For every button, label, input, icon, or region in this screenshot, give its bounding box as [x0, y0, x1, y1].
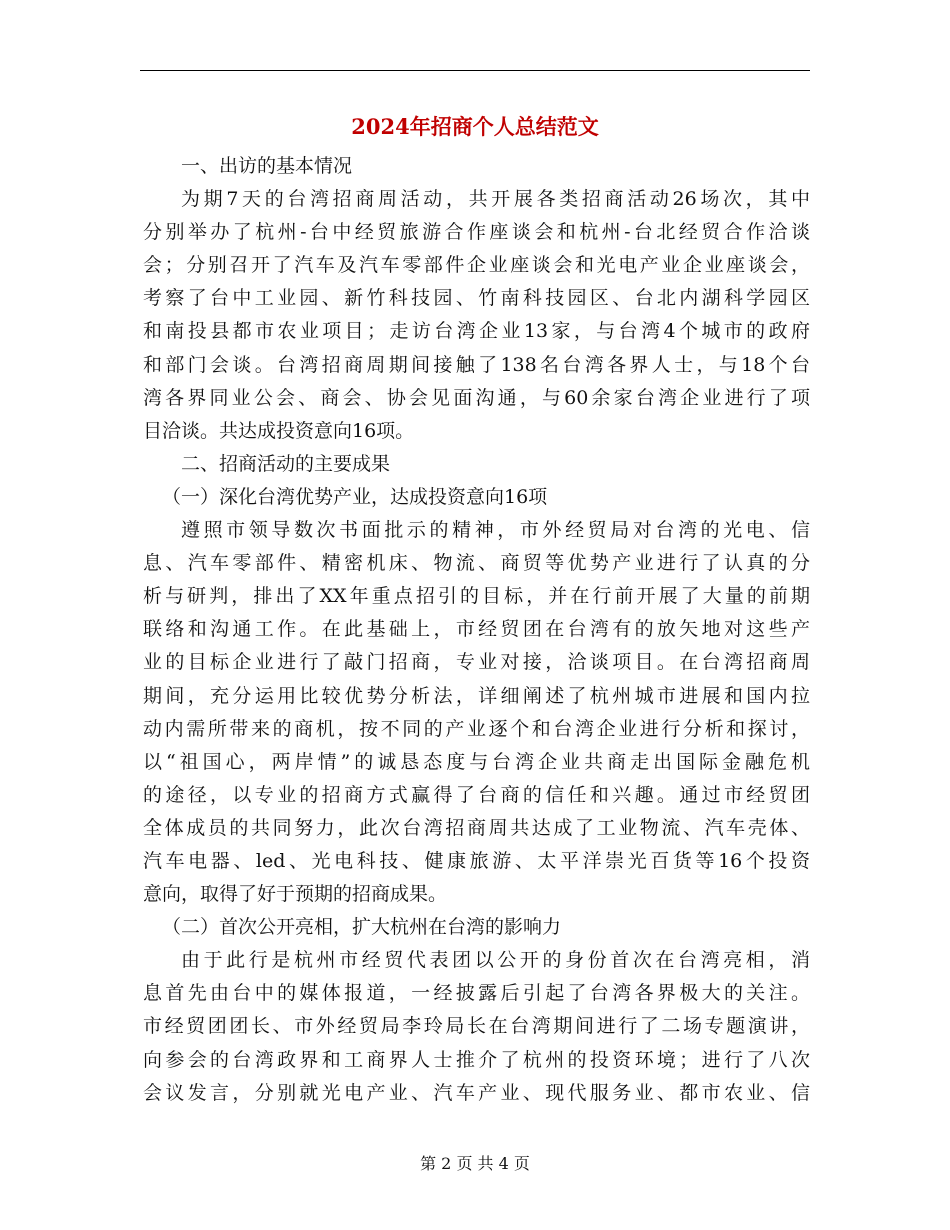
- document-title: 2024年招商个人总结范文: [351, 114, 599, 139]
- body-line: 湾各界同业公会、商会、协会见面沟通，与60余家台湾企业进行了项: [143, 386, 810, 409]
- header-rule: [140, 70, 810, 71]
- body-line: 遵照市领导数次书面批示的精神，市外经贸局对台湾的光电、信: [181, 519, 810, 542]
- body-line: 向参会的台湾政界和工商界人士推介了杭州的投资环境；进行了八次: [143, 1048, 810, 1071]
- section-heading: 二、招商活动的主要成果: [181, 452, 391, 475]
- section-heading: 一、出访的基本情况: [181, 155, 353, 177]
- body-line: 析与研判，排出了XX年重点招引的目标，并在行前开展了大量的前期: [143, 585, 810, 608]
- body-line: 分别举办了杭州-台中经贸旅游合作座谈会和杭州-台北经贸合作洽谈: [143, 221, 810, 244]
- body-line: 期间，充分运用比较优势分析法，详细阐述了杭州城市进展和国内拉: [143, 684, 810, 707]
- body-line: 市经贸团团长、市外经贸局李玲局长在台湾期间进行了二场专题演讲，: [143, 1015, 810, 1038]
- body-line: 意向，取得了好于预期的招商成果。: [143, 883, 448, 906]
- body-line: 的途径，以专业的招商方式赢得了台商的信任和兴趣。通过市经贸团: [143, 783, 810, 806]
- body-line: 目洽谈。共达成投资意向16项。: [143, 419, 415, 442]
- body-line: 联络和沟通工作。在此基础上，市经贸团在台湾有的放矢地对这些产: [143, 618, 810, 641]
- body-line: 为期7天的台湾招商周活动，共开展各类招商活动26场次，其中: [181, 188, 810, 211]
- body-line: 和部门会谈。台湾招商周期间接触了138名台湾各界人士，与18个台: [143, 353, 810, 376]
- body-line: 息、汽车零部件、精密机床、物流、商贸等优势产业进行了认真的分: [143, 552, 810, 575]
- body-line: 以“祖国心，两岸情”的诚恳态度与台湾企业共商走出国际金融危机: [143, 750, 810, 773]
- body-line: 业的目标企业进行了敲门招商，专业对接，洽谈项目。在台湾招商周: [143, 651, 810, 674]
- body-line: 会；分别召开了汽车及汽车零部件企业座谈会和光电产业企业座谈会，: [143, 254, 810, 277]
- body-line: 息首先由台中的媒体报道，一经披露后引起了台湾各界极大的关注。: [143, 982, 810, 1005]
- body-line: 会议发言，分别就光电产业、汽车产业、现代服务业、都市农业、信: [143, 1081, 810, 1104]
- subsection-heading: （二）首次公开亮相，扩大杭州在台湾的影响力: [162, 916, 562, 939]
- document-body: [143, 150, 810, 1110]
- body-line: 和南投县都市农业项目；走访台湾企业13家，与台湾4个城市的政府: [143, 320, 810, 343]
- body-line: 动内需所带来的商机，按不同的产业逐个和台湾企业进行分析和探讨，: [143, 717, 810, 740]
- page-footer: 第 2 页 共 4 页: [420, 1154, 530, 1173]
- subsection-heading: （一）深化台湾优势产业，达成投资意向16项: [162, 485, 548, 508]
- body-line: 考察了台中工业园、新竹科技园、竹南科技园区、台北内湖科学园区: [143, 287, 810, 310]
- body-line: 汽车电器、led、光电科技、健康旅游、太平洋崇光百货等16个投资: [143, 849, 810, 872]
- body-line: 全体成员的共同努力，此次台湾招商周共达成了工业物流、汽车壳体、: [143, 816, 810, 839]
- body-line: 由于此行是杭州市经贸代表团以公开的身份首次在台湾亮相，消: [181, 949, 810, 972]
